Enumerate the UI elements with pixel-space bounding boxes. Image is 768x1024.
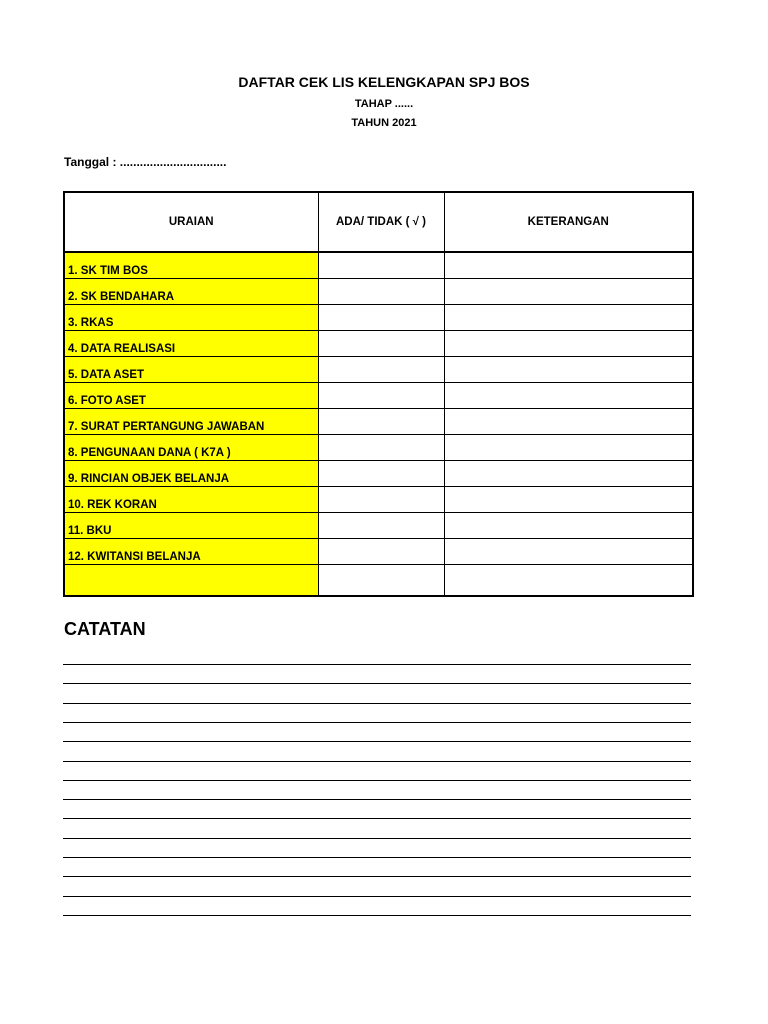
status-cell[interactable]: [318, 565, 444, 597]
year-label: TAHUN 2021: [351, 117, 417, 129]
column-header-keterangan: KETERANGAN: [444, 192, 693, 252]
note-cell[interactable]: [444, 357, 693, 383]
note-line[interactable]: [63, 722, 691, 723]
note-line[interactable]: [63, 876, 691, 877]
checklist-item: 4. DATA REALISASI: [64, 331, 318, 357]
note-cell[interactable]: [444, 279, 693, 305]
checklist-item: 8. PENGUNAAN DANA ( K7A ): [64, 435, 318, 461]
table-row: [64, 357, 693, 383]
note-cell[interactable]: [444, 305, 693, 331]
checklist-item: 6. FOTO ASET: [64, 383, 318, 409]
status-cell[interactable]: [318, 539, 444, 565]
table-row: [64, 409, 693, 435]
note-cell[interactable]: [444, 513, 693, 539]
checklist-item: 11. BKU: [64, 513, 318, 539]
note-cell[interactable]: [444, 461, 693, 487]
status-cell[interactable]: [318, 357, 444, 383]
note-line[interactable]: [63, 838, 691, 839]
notes-title: CATATAN: [64, 619, 146, 639]
note-cell[interactable]: [444, 252, 693, 279]
note-line[interactable]: [63, 896, 691, 897]
checklist-item: 1. SK TIM BOS: [64, 252, 318, 279]
column-header-ada-tidak: ADA/ TIDAK ( √ ): [318, 192, 444, 252]
status-cell[interactable]: [318, 461, 444, 487]
table-row: [64, 279, 693, 305]
note-line[interactable]: [63, 761, 691, 762]
date-field: Tanggal : ................................: [64, 155, 227, 169]
table-row: [64, 513, 693, 539]
status-cell[interactable]: [318, 409, 444, 435]
table-row: [64, 331, 693, 357]
note-line[interactable]: [63, 703, 691, 704]
status-cell[interactable]: [318, 513, 444, 539]
status-cell[interactable]: [318, 252, 444, 279]
note-line[interactable]: [63, 818, 691, 819]
checklist-item: 12. KWITANSI BELANJA: [64, 539, 318, 565]
status-cell[interactable]: [318, 487, 444, 513]
note-line[interactable]: [63, 857, 691, 858]
table-row: [64, 383, 693, 409]
document-title: DAFTAR CEK LIS KELENGKAPAN SPJ BOS: [238, 74, 530, 90]
checklist-body: [64, 252, 693, 596]
note-cell[interactable]: [444, 435, 693, 461]
note-cell[interactable]: [444, 539, 693, 565]
status-cell[interactable]: [318, 435, 444, 461]
checklist-item: [64, 565, 318, 597]
table-row: [64, 487, 693, 513]
checklist-table: [63, 191, 694, 597]
checklist-item: 5. DATA ASET: [64, 357, 318, 383]
table-row: [64, 461, 693, 487]
checklist-item: 3. RKAS: [64, 305, 318, 331]
status-cell[interactable]: [318, 279, 444, 305]
status-cell[interactable]: [318, 383, 444, 409]
table-row: [64, 565, 693, 597]
table-row: [64, 435, 693, 461]
note-cell[interactable]: [444, 565, 693, 597]
column-header-uraian: URAIAN: [64, 192, 318, 252]
table-header-row: [64, 192, 693, 252]
note-cell[interactable]: [444, 383, 693, 409]
checklist-item: 7. SURAT PERTANGUNG JAWABAN: [64, 409, 318, 435]
checklist-item: 10. REK KORAN: [64, 487, 318, 513]
note-cell[interactable]: [444, 487, 693, 513]
table-row: [64, 305, 693, 331]
checklist-item: 9. RINCIAN OBJEK BELANJA: [64, 461, 318, 487]
table-row: [64, 252, 693, 279]
note-line[interactable]: [63, 915, 691, 916]
note-line[interactable]: [63, 741, 691, 742]
note-line[interactable]: [63, 683, 691, 684]
note-line[interactable]: [63, 780, 691, 781]
checklist-item: 2. SK BENDAHARA: [64, 279, 318, 305]
table-row: [64, 539, 693, 565]
status-cell[interactable]: [318, 331, 444, 357]
note-line[interactable]: [63, 664, 691, 665]
note-line[interactable]: [63, 799, 691, 800]
note-cell[interactable]: [444, 409, 693, 435]
status-cell[interactable]: [318, 305, 444, 331]
stage-label: TAHAP ......: [354, 98, 414, 110]
note-cell[interactable]: [444, 331, 693, 357]
